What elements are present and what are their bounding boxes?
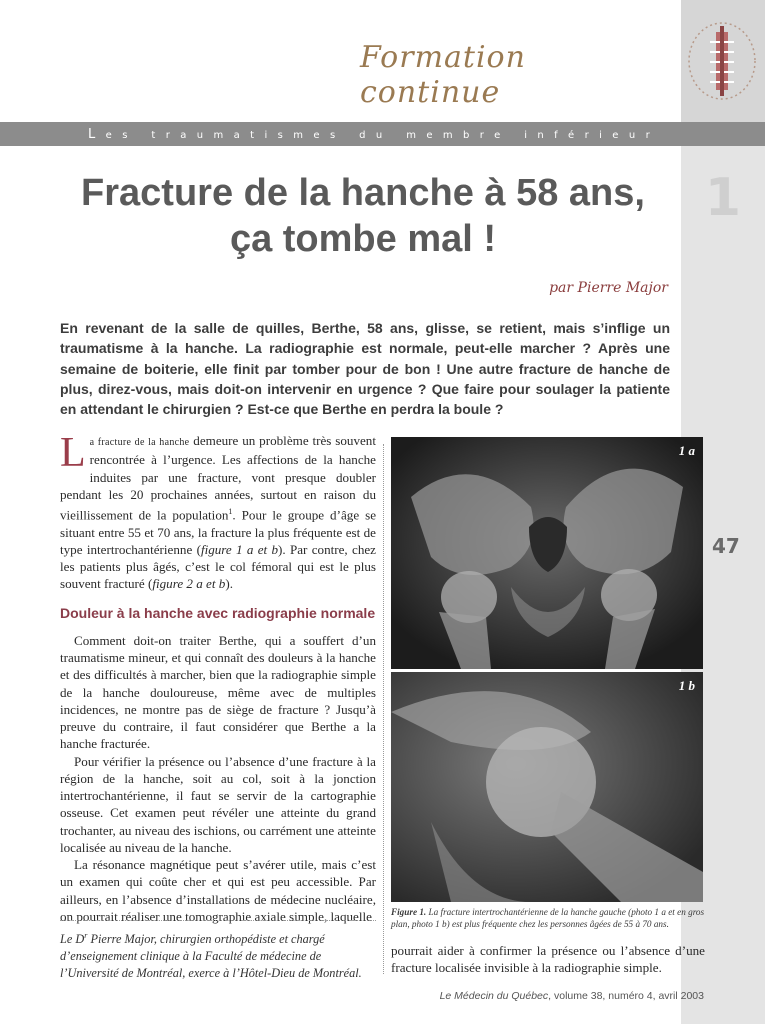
- lead-paragraph: En revenant de la salle de quilles, Berthe, 58 ans, glisse, se retient, mais s’inflige un traumatisme à la hanche. La radiographie est normale, peut-elle marcher ? Après une semaine de boiterie, elle finit par tomber pour de bon ! Une autre fracture de hanche de plus, direz-vous, mais doit-on intervenir en urgence ? Que faire pour soulager la patiente en attendant le chirurgien ? Est-ce que Berthe en perdra la boule ?: [60, 320, 670, 418]
- caduceus-seal-icon: [686, 18, 758, 104]
- paragraph-intro: La fracture de la hanche demeure un problème très souvent rencontrée à l’urgence. Les affections de la hanche induites par une fracture, vont presque doubler pendant les 20 prochaines années, surtout en raison du vieillissement de la population$^1$. Pour le groupe d’âge se situant entre 55 et 70 ans, la fracture la plus fréquente est de type intertrochantérienne (figure 1 a et b). Par contre, chez les patients plus âgés, c’est le col fémoral qui est le plus souvent fracturé (figure 2 a et b).: [60, 430, 377, 592]
- paragraph: Pour vérifier la présence ou l’absence d’une fracture à la région de la hanche, soit au col, soit à la jonction intertrochantérienne, il faut se servir de la cartographie osseuse. Cet examen peut révéler une atteinte du grand trochanter, au niveau des ischions, ou carrément une atteinte localisée au niveau de la hanche.: [60, 753, 376, 855]
- journal-footer: Le Médecin du Québec, volume 38, numéro 4, avril 2003: [439, 990, 704, 1002]
- pelvis-xray-image: [391, 437, 703, 669]
- left-column: [60, 432, 376, 925]
- column-divider: [383, 444, 384, 974]
- xray-photo-1a: [391, 437, 703, 669]
- byline: par Pierre Major: [549, 280, 668, 296]
- paragraph: Comment doit-on traiter Berthe, qui a souffert d’un traumatisme mineur, et qui connaît des douleurs à la hanche et des difficultés à marcher, bien que la radiographie simple de la hanche douloureuse, même avec de multiples incidences, ne montre pas de siège de fracture ? Jusqu’à preuve du contraire, il faut considérer que Berthe a la hanche fracturée.: [60, 632, 376, 752]
- article-title: Fracture de la hanche à 58 ans, ça tombe mal !: [81, 172, 645, 260]
- chapter-number: 1: [704, 168, 742, 228]
- photo-label-1b: 1 b: [678, 678, 695, 693]
- paragraph: La résonance magnétique peut s’avérer utile, mais c’est un examen qui coûte cher et qui est peu accessible. Par ailleurs, en l’absence d’installations de médecine nucléaire, on pourrait réaliser une tomographie axiale simple, laquelle: [60, 857, 376, 924]
- paragraph-continuation: pourrait aider à confirmer la présence ou l’absence d’une fracture localisée invisible à la radiographie simple.: [391, 943, 705, 976]
- section-script-title: Formation continue: [360, 40, 526, 110]
- section-subhead: Douleur à la hanche avec radiographie normale: [60, 604, 376, 621]
- page-number: 47: [712, 534, 740, 558]
- drop-cap: L: [60, 430, 86, 476]
- series-title: Les traumatismes du membre inférieur: [88, 127, 661, 142]
- author-note: Le $D^r$ Pierre Major, chirurgien orthopédiste et chargé d’enseignement clinique à la Faculté de médecine de l’Université de Montréal, exerce à l’Hôtel-Dieu de Montréal.: [60, 920, 376, 982]
- hip-closeup-xray-image: [391, 672, 703, 902]
- figure-caption: Figure 1. La fracture intertrochantérienne de la hanche gauche (photo 1 a et en gros plan, photo 1 b) est plus fréquente chez les personnes âgées de 55 à 70 ans.: [391, 907, 705, 929]
- xray-photo-1b: [391, 672, 703, 902]
- photo-label-1a: 1 a: [678, 443, 695, 458]
